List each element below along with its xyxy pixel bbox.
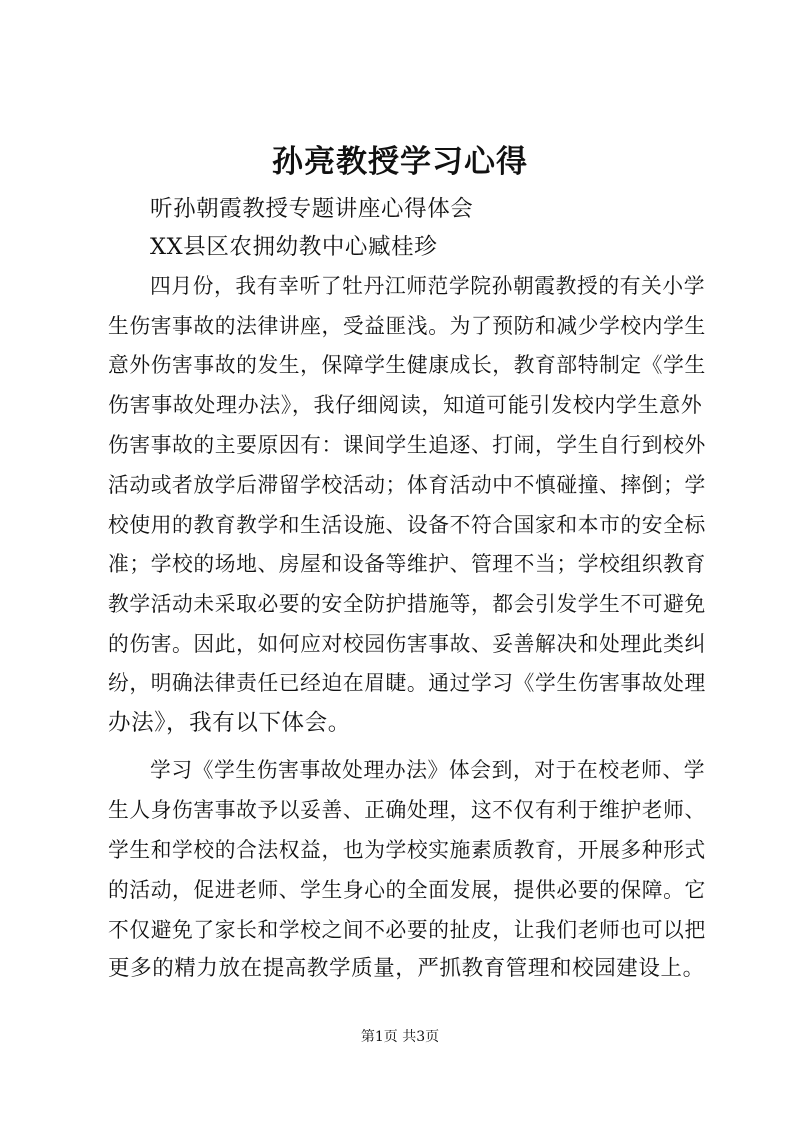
paragraph1-line-4: 伤害事故处理办法》，我仔细阅读，知道可能引发校内学生意外 [108,393,703,417]
page-footer: 第1页 共3页 [360,1029,440,1045]
paragraph1-line-1: 四月份，我有幸听了牡丹江师范学院孙朝霞教授的有关小学 [150,274,706,298]
paragraph1-line-9: 教学活动未采取必要的安全防护措施等，都会引发学生不可避免 [108,592,706,616]
paragraph2-line-5: 不仅避免了家长和学校之间不必要的扯皮，让我们老师也可以把 [108,918,706,942]
document-title: 孙亮教授学习心得 [272,144,528,180]
paragraph2-line-2: 生人身伤害事故予以妥善、正确处理，这不仅有利于维护老师、 [108,798,706,822]
author-line: XX县区农拥幼教中心臧桂珍 [150,234,438,260]
paragraph2-line-3: 学生和学校的合法权益，也为学校实施素质教育，开展多种形式 [108,838,706,862]
paragraph2-line-4: 的活动，促进老师、学生身心的全面发展，提供必要的保障。它 [108,878,706,902]
paragraph1-line-5: 伤害事故的主要原因有：课间学生追逐、打闹，学生自行到校外 [108,433,706,457]
paragraph1-line-7: 校使用的教育教学和生活设施、设备不符合国家和本市的安全标 [108,513,706,537]
paragraph1-line-12: 办法》，我有以下体会。 [108,710,351,736]
paragraph1-line-2: 生伤害事故的法律讲座，受益匪浅。为了预防和减少学校内学生 [108,314,706,338]
paragraph1-line-11: 纷，明确法律责任已经迫在眉睫。通过学习《学生伤害事故处理 [108,671,706,695]
paragraph1-line-10: 的伤害。因此，如何应对校园伤害事故、妥善解决和处理此类纠 [108,632,706,656]
paragraph2-line-1: 学习《学生伤害事故处理办法》体会到，对于在校老师、学 [150,758,706,782]
subtitle: 听孙朝霞教授专题讲座心得体会 [150,196,474,222]
paragraph2-line-6: 更多的精力放在提高教学质量，严抓教育管理和校园建设上。 [108,956,705,981]
paragraph1-line-3: 意外伤害事故的发生，保障学生健康成长，教育部特制定《学生 [108,353,706,377]
paragraph1-line-8: 准；学校的场地、房屋和设备等维护、管理不当；学校组织教育 [108,552,706,576]
paragraph1-line-6: 活动或者放学后滞留学校活动；体育活动中不慎碰撞、摔倒；学 [108,473,706,497]
